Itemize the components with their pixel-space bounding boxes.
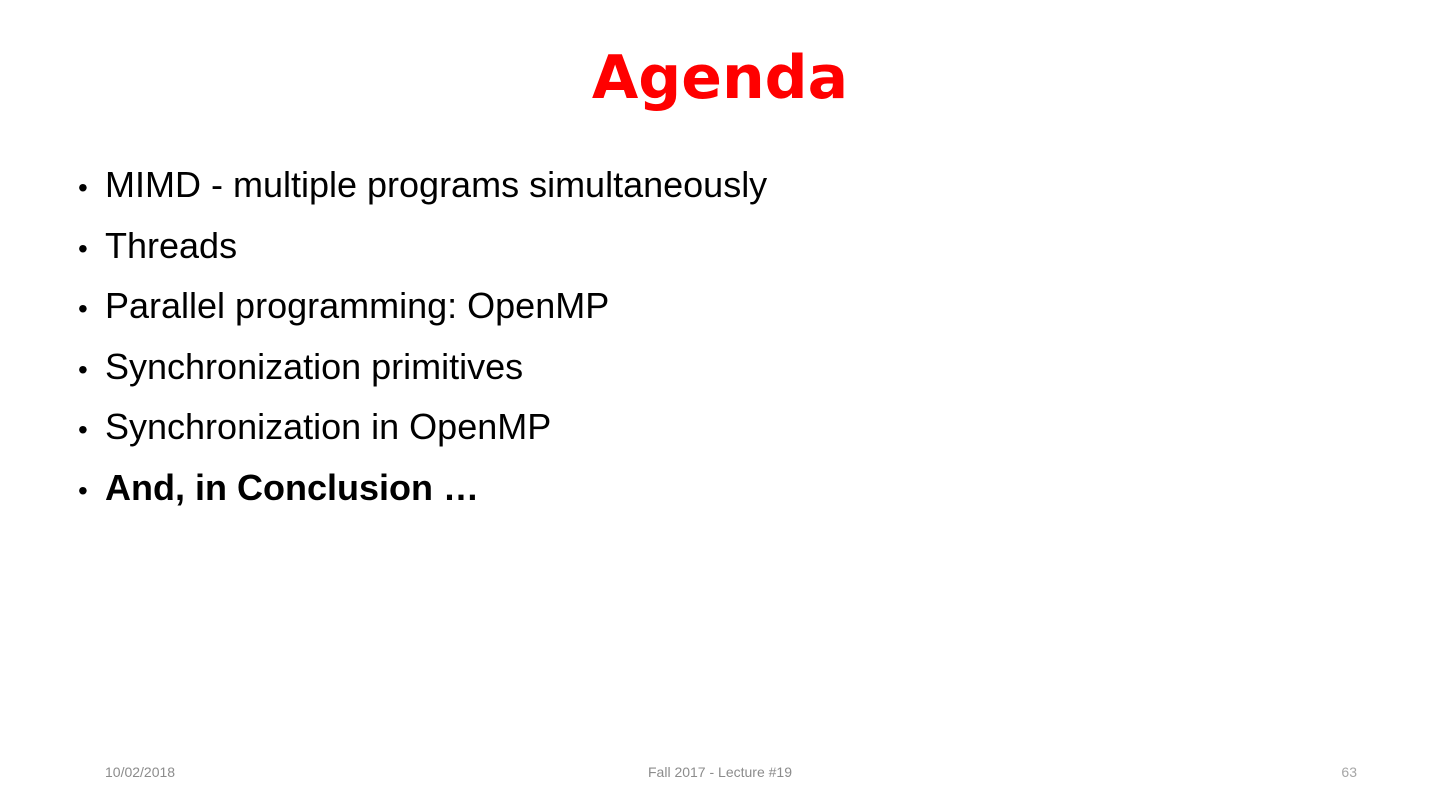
bullet-text: MIMD - multiple programs simultaneously	[105, 164, 768, 205]
bullet-text: Threads	[105, 224, 238, 266]
bullet-text: Parallel programming: OpenMP	[105, 285, 610, 326]
bullet-text: Synchronization primitives	[105, 345, 524, 387]
slide-title: Agenda	[591, 43, 849, 113]
bullet-dot-icon: •	[78, 353, 88, 385]
bullet-dot-icon: •	[78, 232, 88, 264]
bullet-dot-icon: •	[78, 172, 88, 203]
bullet-dot-icon: •	[78, 293, 88, 324]
bullet-item	[78, 225, 767, 286]
bullet-item	[78, 346, 767, 407]
bullet-item	[78, 406, 767, 467]
bullet-item-conclusion	[78, 467, 767, 528]
footer-date: 10/02/2018	[105, 764, 176, 780]
footer-lecture: Fall 2017 - Lecture #19	[648, 764, 792, 780]
bullet-list	[78, 164, 767, 527]
bullet-text: And, in Conclusion …	[105, 466, 479, 508]
bullet-text: Synchronization in OpenMP	[105, 406, 552, 447]
bullet-item	[78, 285, 767, 346]
footer-page-number: 63	[1341, 764, 1357, 780]
bullet-dot-icon: •	[78, 414, 88, 445]
bullet-item	[78, 164, 767, 225]
bullet-dot-icon: •	[78, 474, 88, 506]
